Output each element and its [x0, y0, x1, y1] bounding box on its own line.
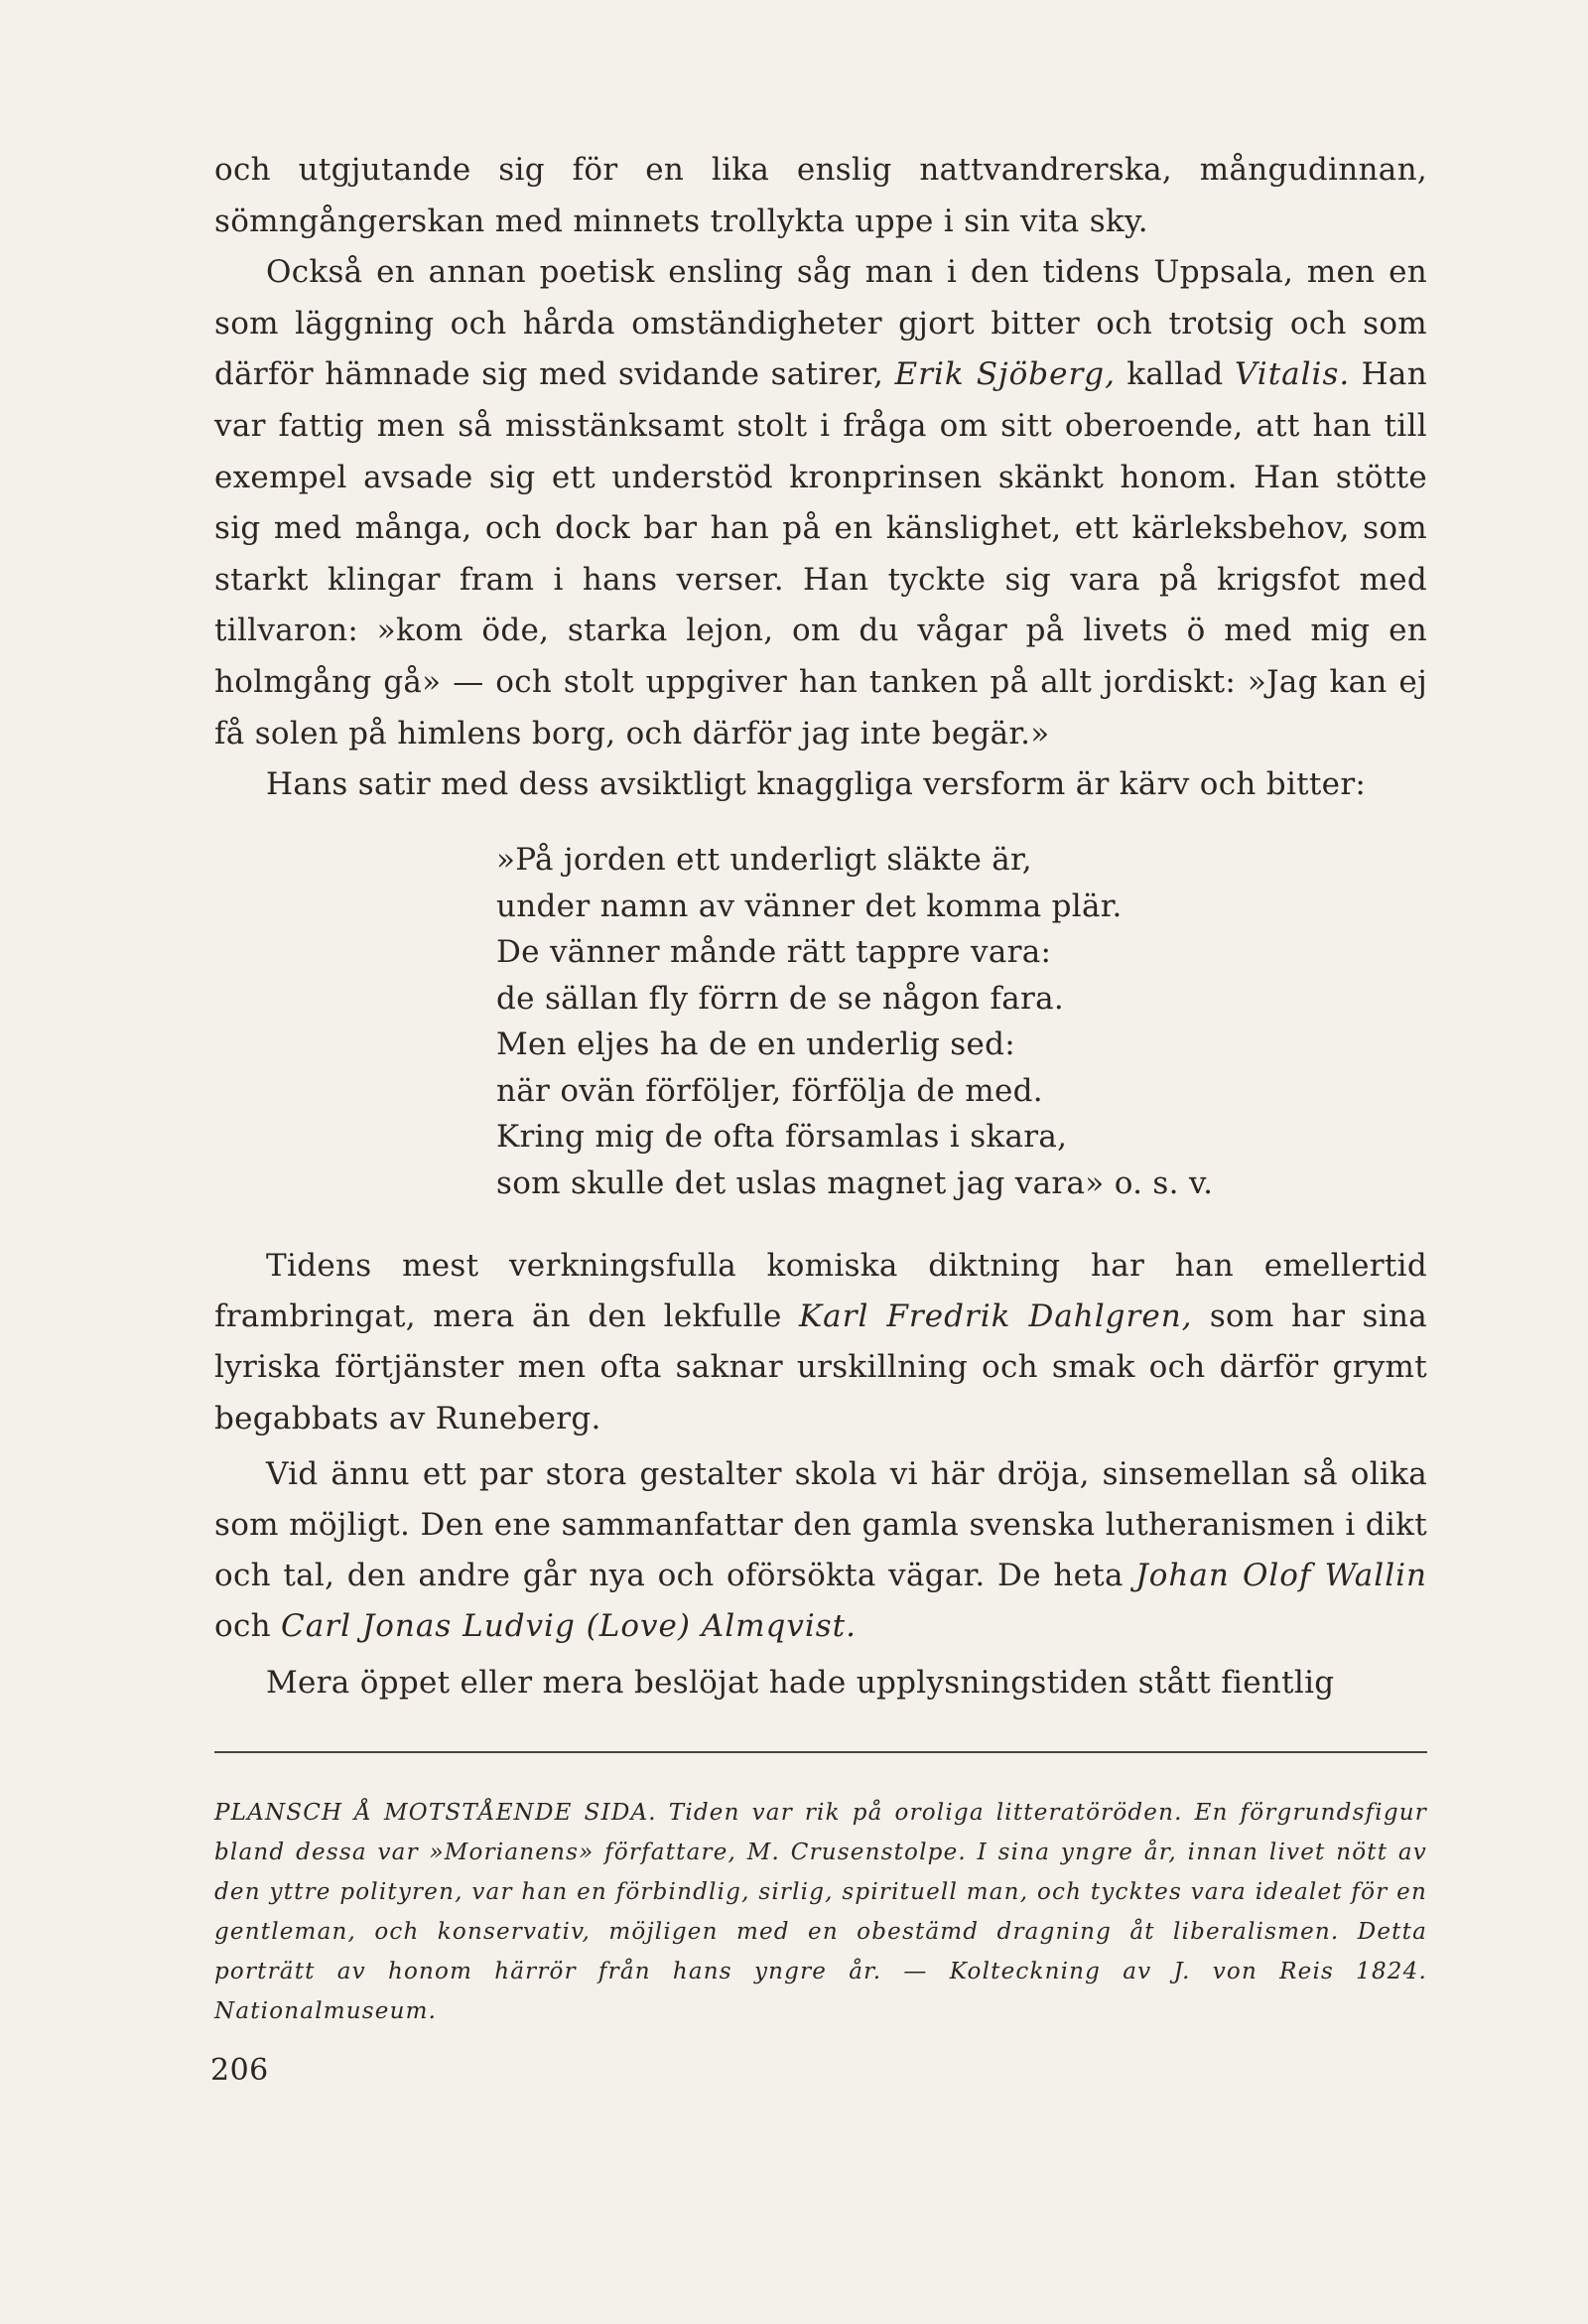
- poem-line: under namn av vänner det komma plär.: [496, 888, 1123, 924]
- poem-line: de sällan fly förrn de se någon fara.: [496, 980, 1065, 1017]
- poem-line: som skulle det uslas magnet jag vara» o. s. v.: [496, 1164, 1214, 1201]
- body-text-top: [214, 145, 1427, 811]
- paragraph-3: Hans satir med dess avsiktligt knaggliga versform är kärv och bitter:: [266, 766, 1367, 803]
- paragraph-2-text-c: Han var fattig men så misstänksamt stolt i fråga om sitt oberoende, att han till exempel avsade sig ett understöd kronprinsen skänkt honom. Han stötte sig med många, och dock bar han på en känslighet, ett kärleksbehov, som starkt klingar fram i hans verser. Han tyckte sig vara på krigsfot med tillvaron: »kom öde, starka lejon, om du vågar på livets ö med mig en holmgång gå» — och stolt uppgiver han tanken på allt jordiskt: »Jag kan ej få solen på himlens borg, och därför jag inte begär.»: [214, 356, 1427, 752]
- name-vitalis: Vitalis.: [1234, 356, 1351, 393]
- paragraph-5: [214, 1449, 1427, 1653]
- paragraph-4-text-a: Tidens mest verkningsfulla komiska diktning har han emellertid frambringat, mera än den lekfulle: [214, 1248, 1427, 1335]
- paragraph-2-text-b: kallad: [1115, 356, 1235, 393]
- body-text-bottom: [214, 1241, 1427, 1709]
- poem-line: »På jorden ett underligt släkte är,: [496, 842, 1032, 878]
- name-erik-sjoberg: Erik Sjöberg,: [894, 356, 1116, 393]
- name-johan-olof-wallin: Johan Olof Wallin: [1135, 1558, 1427, 1594]
- poem-line: Kring mig de ofta församlas i skara,: [496, 1119, 1068, 1155]
- plate-caption: PLANSCH Å MOTSTÅENDE SIDA. Tiden var rik på oroliga litteratöröden. En förgrundsfigur bland dessa var »Morianens» författare, M. Crusenstolpe. I sina yngre år, innan livet nött av den yttre polityren, var han en förbindlig, sirlig, spirituell man, och tycktes vara idealet för en gentleman, och konservativ, möjligen med en obestämd dragning åt liberalismen. Detta porträtt av honom härrör från hans yngre år. — Kolteckning av J. von Reis 1824. Nationalmuseum.: [214, 1800, 1427, 2024]
- name-karl-fredrik-dahlgren: Karl Fredrik Dahlgren,: [799, 1299, 1193, 1335]
- paragraph-4: [214, 1241, 1427, 1444]
- paragraph-2: [214, 247, 1427, 759]
- page-number: 206: [210, 2053, 269, 2088]
- caption-divider: [214, 1751, 1427, 1753]
- name-almqvist: Carl Jonas Ludvig (Love) Almqvist.: [281, 1608, 857, 1645]
- paragraph-6: Mera öppet eller mera beslöjat hade upplysningstiden stått fientlig: [266, 1664, 1335, 1701]
- paragraph-5-text-a: Vid ännu ett par stora gestalter skola vi här dröja, sinsemellan så olika som möjligt. Den ene sammanfattar den gamla svenska lutheranismen i dikt och tal, den andre går nya och oförsökta vägar. De heta: [214, 1455, 1427, 1594]
- paragraph-5-text-b: och: [214, 1608, 282, 1645]
- poem-line: när ovän förföljer, förfölja de med.: [496, 1072, 1043, 1109]
- poem-quote: [496, 837, 1213, 1206]
- poem-line: De vänner månde rätt tappre vara:: [496, 934, 1052, 970]
- paragraph-2-text-a: Också en annan poetisk ensling såg man i den tidens Uppsala, men en som läggning och hårda omständigheter gjort bitter och trotsig och som därför hämnade sig med svidande satirer,: [214, 254, 1427, 393]
- poem-line: Men eljes ha de en underlig sed:: [496, 1026, 1016, 1062]
- paragraph-1: och utgjutande sig för en lika enslig nattvandrerska, mångudinnan, sömngångerskan med minnets trollykta uppe i sin vita sky.: [214, 152, 1427, 239]
- paragraph-4-text-b: som har sina lyriska förtjänster men ofta saknar urskillning och smak och därför grymt begabbats av Runeberg.: [214, 1299, 1428, 1436]
